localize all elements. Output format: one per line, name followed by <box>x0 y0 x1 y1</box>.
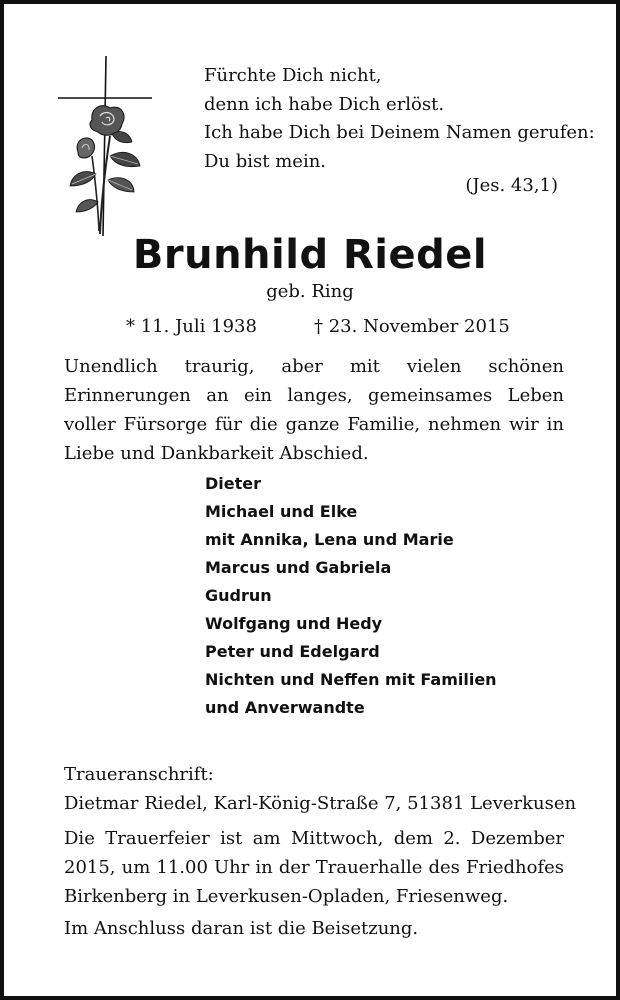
verse-line: Ich habe Dich bei Deinem Namen gerufen: <box>204 122 595 143</box>
family-member: und Anverwandte <box>205 698 365 717</box>
deceased-name: Brunhild Riedel <box>132 232 488 278</box>
family-member: Marcus und Gabriela <box>205 558 392 577</box>
verse-line: Fürchte Dich nicht, <box>204 65 382 86</box>
family-list <box>205 470 497 722</box>
life-dates <box>4 314 616 340</box>
family-member: Michael und Elke <box>205 502 358 521</box>
family-member: Gudrun <box>205 586 272 605</box>
family-member: Dieter <box>205 474 262 493</box>
address-line: Dietmar Riedel, Karl-König-Straße 7, 51381 Leverkusen <box>64 793 577 814</box>
family-member: Nichten und Neffen mit Familien <box>205 670 497 689</box>
bible-verse <box>204 62 595 176</box>
family-member: Peter und Edelgard <box>205 642 380 661</box>
burial-info: Im Anschluss daran ist die Beisetzung. <box>64 918 419 939</box>
ceremony-info: Die Trauerfeier ist am Mittwoch, dem 2. Dezember 2015, um 11.00 Uhr in der Trauerhalle des Friedhofes Birkenberg in Leverkusen-Opladen, Friesenweg. <box>64 828 564 907</box>
mourning-address <box>64 760 576 818</box>
maiden-name: geb. Ring <box>266 281 354 302</box>
address-label: Traueranschrift: <box>64 764 214 785</box>
death-date: † 23. November 2015 <box>314 316 510 337</box>
verse-line: denn ich habe Dich erlöst. <box>204 93 445 115</box>
mourning-message: Unendlich traurig, aber mit vielen schönen Erinnerungen an ein langes, gemeinsames Leben voller Fürsorge für die ganze Familie, nehmen wir in Liebe und Dankbarkeit Abschied. <box>64 356 564 464</box>
birth-date: * 11. Juli 1938 <box>126 316 257 337</box>
family-member: mit Annika, Lena und Marie <box>205 530 454 549</box>
verse-line: Du bist mein. <box>204 150 327 172</box>
family-member: Wolfgang und Hedy <box>205 614 383 633</box>
cross-with-rose-icon <box>54 56 154 240</box>
verse-reference: (Jes. 43,1) <box>465 175 558 196</box>
